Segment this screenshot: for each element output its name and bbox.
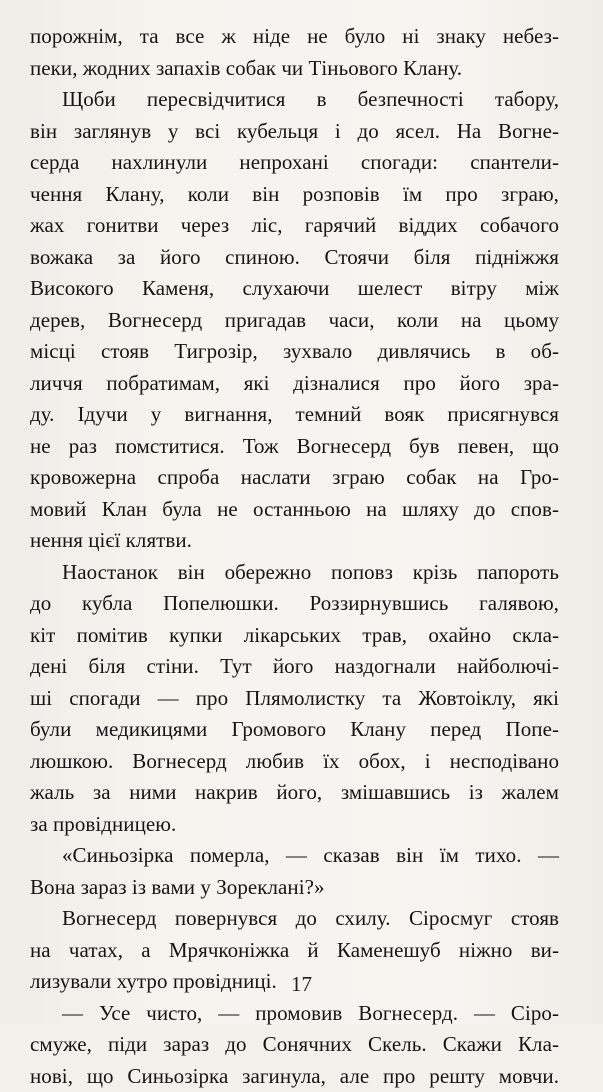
line: ші спогади — про Плямолистку та Жовтоіклу, які bbox=[30, 686, 559, 710]
line: жаль за ними накрив його, змішавшись із жалем bbox=[30, 780, 559, 804]
line: чення Клану, коли він розповів їм про зграю, bbox=[30, 182, 559, 206]
paragraph-3-line-2 bbox=[30, 588, 559, 620]
paragraph-2-line-14 bbox=[30, 494, 559, 526]
paragraph-2 bbox=[30, 84, 559, 116]
page-text bbox=[30, 21, 559, 1092]
paragraph-2-line-8 bbox=[30, 305, 559, 337]
line: Вона зараз із вами у Зореклані?» bbox=[30, 875, 325, 899]
line: Наостанок він обережно поповз крізь папороть bbox=[62, 560, 559, 584]
paragraph-5 bbox=[30, 903, 559, 935]
line: нові, що Синьозірка загинула, але про решту мовчи. bbox=[30, 1064, 559, 1088]
paragraph-6 bbox=[30, 998, 559, 1030]
paragraph-2-line-10 bbox=[30, 368, 559, 400]
line: — Усе чисто, — промовив Вогнесерд. — Сіро- bbox=[62, 1001, 559, 1025]
paragraph-1 bbox=[30, 21, 559, 53]
line: Високого Каменя, слухаючи шелест вітру між bbox=[30, 276, 559, 300]
paragraph-2-line-6 bbox=[30, 242, 559, 274]
paragraph-2-line-2 bbox=[30, 116, 559, 148]
paragraph-3 bbox=[30, 557, 559, 589]
line: нення цієї клятви. bbox=[30, 528, 192, 552]
paragraph-5-line-2 bbox=[30, 935, 559, 967]
line: пеки, жодних запахів собак чи Тіньового Клану. bbox=[30, 56, 462, 80]
line: дені біля стіни. Тут його наздогнали найболючі- bbox=[30, 654, 559, 678]
line: не раз помститися. Тож Вогнесерд був певен, що bbox=[30, 434, 559, 458]
paragraph-3-line-6 bbox=[30, 714, 559, 746]
paragraph-4 bbox=[30, 840, 559, 872]
line: Щоби пересвідчитися в безпечності табору, bbox=[62, 87, 559, 111]
line: Вогнесерд повернувся до схилу. Сіросмуг стояв bbox=[62, 906, 559, 930]
paragraph-2-line-13 bbox=[30, 462, 559, 494]
line: на чатах, а Мрячконіжка й Каменешуб ніжно ви- bbox=[30, 938, 559, 962]
paragraph-2-line-12 bbox=[30, 431, 559, 463]
paragraph-2-line-3 bbox=[30, 147, 559, 179]
line: серда нахлинули непрохані спогади: спантели- bbox=[30, 150, 559, 174]
line: кіт помітив купки лікарських трав, охайно скла- bbox=[30, 623, 559, 647]
paragraph-3-line-9 bbox=[30, 809, 559, 841]
paragraph-1-end bbox=[30, 53, 559, 85]
line: смуже, піди зараз до Сонячних Скель. Скажи Кла- bbox=[30, 1032, 559, 1056]
paragraph-2-line-5 bbox=[30, 210, 559, 242]
line: жах гонитви через ліс, гарячий віддих собачого bbox=[30, 213, 559, 237]
paragraph-3-line-3 bbox=[30, 620, 559, 652]
paragraph-6-line-3 bbox=[30, 1061, 559, 1092]
paragraph-2-line-15 bbox=[30, 525, 559, 557]
paragraph-2-line-7 bbox=[30, 273, 559, 305]
paragraph-3-line-5 bbox=[30, 683, 559, 715]
paragraph-2-line-11 bbox=[30, 399, 559, 431]
line: за провідницею. bbox=[30, 812, 176, 836]
line: ду. Ідучи у вигнання, темний вояк присягнувся bbox=[30, 402, 559, 426]
line: личчя побратимам, які дізналися про його зра- bbox=[30, 371, 559, 395]
paragraph-6-line-2 bbox=[30, 1029, 559, 1061]
line: кровожерна спроба наслати зграю собак на Гро- bbox=[30, 465, 559, 489]
line: до кубла Попелюшки. Роззирнувшись галявою, bbox=[30, 591, 559, 615]
line: він заглянув у всі кубельця і до ясел. На Вогне- bbox=[30, 119, 559, 143]
page-number: 17 bbox=[0, 969, 603, 999]
paragraph-3-line-7 bbox=[30, 746, 559, 778]
paragraph-2-line-4 bbox=[30, 179, 559, 211]
paragraph-4-line-2 bbox=[30, 872, 559, 904]
line: мовий Клан була не останньою на шляху до спов- bbox=[30, 497, 559, 521]
line: люшкою. Вогнесерд любив їх обох, і несподівано bbox=[30, 749, 559, 773]
line: порожнім, та все ж ніде не було ні знаку небез- bbox=[30, 24, 559, 48]
line: місці стояв Тигрозір, зухвало дивлячись в об- bbox=[30, 339, 559, 363]
line: лизували хутро провідниці. bbox=[30, 969, 277, 993]
paragraph-3-line-4 bbox=[30, 651, 559, 683]
paragraph-3-line-8 bbox=[30, 777, 559, 809]
line: вожака за його спиною. Стоячи біля підніжжя bbox=[30, 245, 559, 269]
line: були медикицями Громового Клану перед Попе- bbox=[30, 717, 559, 741]
paragraph-2-line-9 bbox=[30, 336, 559, 368]
line: дерев, Вогнесерд пригадав часи, коли на цьому bbox=[30, 308, 559, 332]
line: «Синьозірка померла, — сказав він їм тихо. — bbox=[62, 843, 559, 867]
